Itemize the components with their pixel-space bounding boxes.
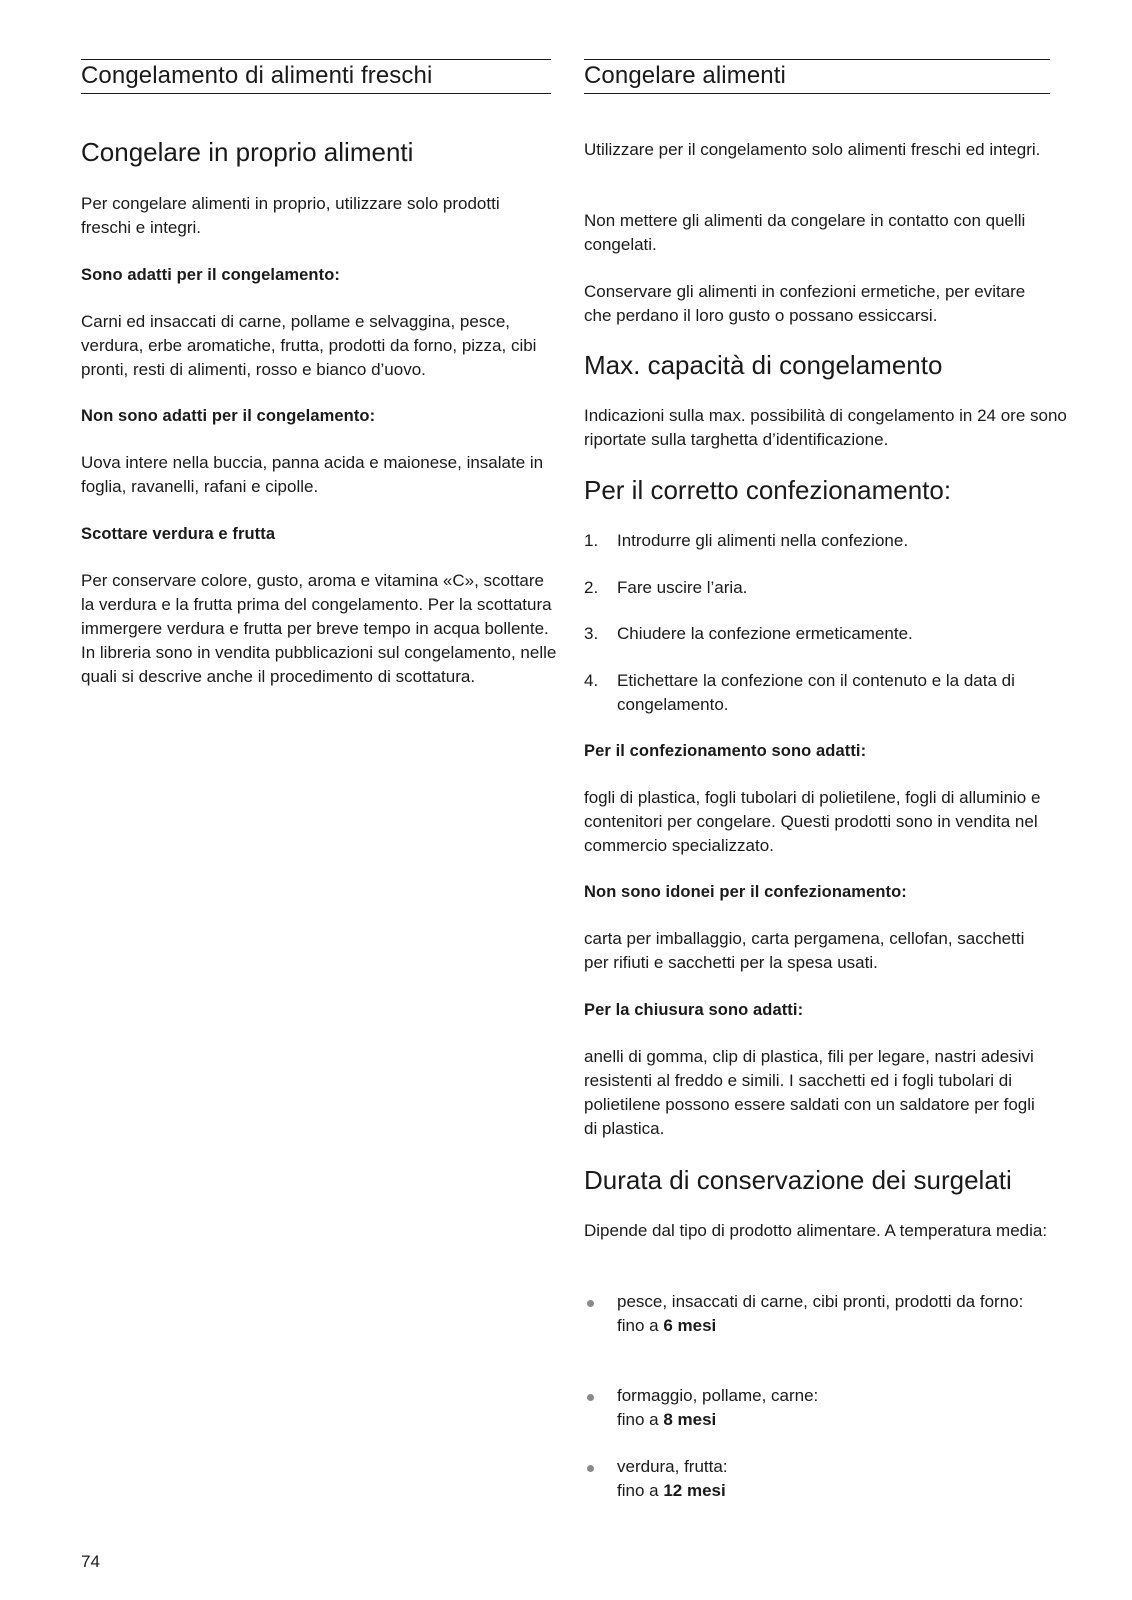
- step-item: [584, 576, 1050, 600]
- step-item: [584, 669, 1050, 717]
- right-para-3: Conservare gli alimenti in confezioni ermetiche, per evitare che perdano il loro gusto o possano essiccarsi.: [584, 282, 1026, 325]
- duration-prefix: fino a: [617, 1481, 659, 1500]
- unsuitable-title: Non sono adatti per il congelamento:: [81, 407, 376, 425]
- step-item: [584, 529, 1050, 553]
- duration-items: verdura, frutta:: [617, 1457, 728, 1476]
- pack-suitable-title: Per il confezionamento sono adatti:: [584, 742, 867, 760]
- left-column: [81, 0, 557, 1600]
- duration-prefix: fino a: [617, 1316, 659, 1335]
- right-para-2: Non mettere gli alimenti da congelare in contatto con quelli congelati.: [584, 211, 1026, 254]
- packaging-heading: Per il corretto confezionamento:: [584, 475, 952, 505]
- right-column: [584, 0, 1067, 1600]
- suitable-title: Sono adatti per il congelamento:: [81, 266, 340, 284]
- bullet-icon: [587, 1465, 594, 1472]
- left-section-title: Congelamento di alimenti freschi: [81, 59, 551, 94]
- duration-value: 12 mesi: [663, 1481, 726, 1500]
- left-heading: Congelare in proprio alimenti: [81, 137, 414, 167]
- duration-heading: Durata di conservazione dei surgelati: [584, 1165, 1012, 1195]
- closure-text: anelli di gomma, clip di plastica, fili per legare, nastri adesivi resistenti al freddo e simili. I sacchetti ed i fogli tubolari di polietilene possono essere saldati con un saldatore per fogli di plastica.: [584, 1047, 1035, 1138]
- step-number: 4.: [584, 671, 599, 690]
- capacity-heading: Max. capacità di congelamento: [584, 350, 943, 380]
- blanch-title: Scottare verdura e frutta: [81, 525, 276, 543]
- duration-items: pesce, insaccati di carne, cibi pronti, prodotti da forno:: [617, 1292, 1024, 1311]
- duration-item: [584, 1290, 1050, 1338]
- step-number: 1.: [584, 531, 599, 550]
- step-text: Fare uscire l’aria.: [617, 578, 748, 597]
- blanch-text: Per conservare colore, gusto, aroma e vitamina «C», scottare la verdura e la frutta prima del congelamento. Per la scottatura immergere verdura e frutta per breve tempo in acqua bollente. In libreria sono in vendita pubblicazioni sul congelamento, nelle quali si descrive anche il procedimento di scottatura.: [81, 571, 557, 686]
- duration-items: formaggio, pollame, carne:: [617, 1386, 819, 1405]
- left-intro: Per congelare alimenti in proprio, utilizzare solo prodotti freschi e integri.: [81, 194, 500, 237]
- bullet-icon: [587, 1300, 594, 1307]
- duration-item: [584, 1384, 1050, 1432]
- suitable-text: Carni ed insaccati di carne, pollame e selvaggina, pesce, verdura, erbe aromatiche, frutta, prodotti da forno, pizza, cibi pronti, resti di alimenti, rosso e bianco d’uovo.: [81, 312, 537, 379]
- page-number: 74: [81, 1552, 100, 1571]
- step-number: 3.: [584, 624, 599, 643]
- duration-item: [584, 1455, 1050, 1503]
- step-text: Introdurre gli alimenti nella confezione.: [617, 531, 909, 550]
- right-para-1: Utilizzare per il congelamento solo alimenti freschi ed integri.: [584, 140, 1041, 159]
- step-item: [584, 622, 1050, 646]
- bullet-icon: [587, 1394, 594, 1401]
- pack-unsuitable-title: Non sono idonei per il confezionamento:: [584, 883, 907, 901]
- step-text: Etichettare la confezione con il contenuto e la data di congelamento.: [617, 671, 1015, 714]
- duration-prefix: fino a: [617, 1410, 659, 1429]
- capacity-text: Indicazioni sulla max. possibilità di congelamento in 24 ore sono riportate sulla targhetta d’identificazione.: [584, 406, 1067, 449]
- pack-unsuitable-text: carta per imballaggio, carta pergamena, cellofan, sacchetti per rifiuti e sacchetti per la spesa usati.: [584, 929, 1025, 972]
- step-number: 2.: [584, 578, 599, 597]
- duration-intro: Dipende dal tipo di prodotto alimentare. A temperatura media:: [584, 1221, 1048, 1240]
- step-text: Chiudere la confezione ermeticamente.: [617, 624, 913, 643]
- duration-value: 6 mesi: [663, 1316, 717, 1335]
- duration-value: 8 mesi: [663, 1410, 717, 1429]
- right-section-title: Congelare alimenti: [584, 59, 1050, 94]
- pack-suitable-text: fogli di plastica, fogli tubolari di polietilene, fogli di alluminio e contenitori per congelare. Questi prodotti sono in vendita nel commercio specializzato.: [584, 788, 1041, 855]
- closure-title: Per la chiusura sono adatti:: [584, 1001, 804, 1019]
- unsuitable-text: Uova intere nella buccia, panna acida e maionese, insalate in foglia, ravanelli, rafani e cipolle.: [81, 453, 544, 496]
